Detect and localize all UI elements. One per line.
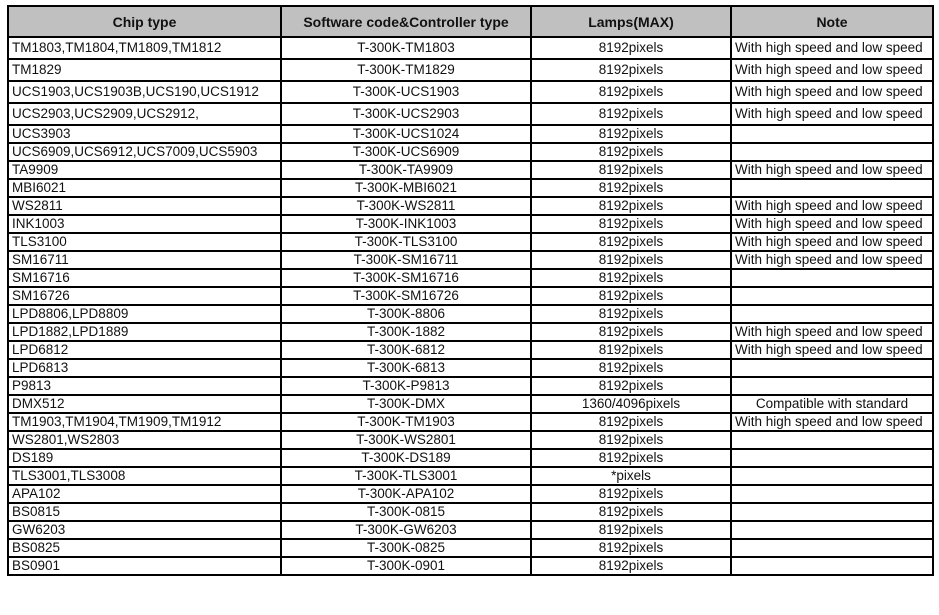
- software-code-cell: T-300K-1882: [281, 323, 531, 341]
- table-row: [8, 215, 933, 233]
- chip-type-cell: WS2811: [8, 197, 281, 215]
- chip-type-cell: P9813: [8, 377, 281, 395]
- table-row: [8, 359, 933, 377]
- table-row: [8, 467, 933, 485]
- software-code-cell: T-300K-MBI6021: [281, 179, 531, 197]
- software-code-cell: T-300K-0901: [281, 557, 531, 575]
- note-cell: [731, 557, 933, 575]
- note-cell: With high speed and low speed: [731, 251, 933, 269]
- chip-type-cell: SM16711: [8, 251, 281, 269]
- software-code-cell: T-300K-SM16726: [281, 287, 531, 305]
- table-row: [8, 287, 933, 305]
- lamps-max-cell: 8192pixels: [531, 431, 731, 449]
- software-code-cell: T-300K-GW6203: [281, 521, 531, 539]
- lamps-max-cell: 8192pixels: [531, 377, 731, 395]
- software-code-cell: T-300K-DS189: [281, 449, 531, 467]
- lamps-max-cell: 8192pixels: [531, 413, 731, 431]
- note-cell: With high speed and low speed: [731, 233, 933, 251]
- chip-type-cell: TLS3100: [8, 233, 281, 251]
- table-row: [8, 341, 933, 359]
- table-row: [8, 413, 933, 431]
- software-code-cell: T-300K-DMX: [281, 395, 531, 413]
- chip-type-cell: INK1003: [8, 215, 281, 233]
- lamps-max-cell: 8192pixels: [531, 503, 731, 521]
- software-code-cell: T-300K-WS2811: [281, 197, 531, 215]
- software-code-cell: T-300K-SM16716: [281, 269, 531, 287]
- software-code-cell: T-300K-TLS3100: [281, 233, 531, 251]
- note-cell: With high speed and low speed: [731, 161, 933, 179]
- lamps-max-cell: 8192pixels: [531, 215, 731, 233]
- software-code-cell: T-300K-TM1803: [281, 37, 531, 59]
- software-code-cell: T-300K-UCS1024: [281, 125, 531, 143]
- chip-type-cell: MBI6021: [8, 179, 281, 197]
- chip-type-cell: TM1829: [8, 59, 281, 81]
- chip-type-cell: SM16726: [8, 287, 281, 305]
- chip-type-cell: WS2801,WS2803: [8, 431, 281, 449]
- chip-type-cell: DMX512: [8, 395, 281, 413]
- header-chip-type: Chip type: [8, 6, 281, 37]
- lamps-max-cell: 8192pixels: [531, 521, 731, 539]
- software-code-cell: T-300K-SM16711: [281, 251, 531, 269]
- lamps-max-cell: 8192pixels: [531, 323, 731, 341]
- note-cell: [731, 143, 933, 161]
- lamps-max-cell: *pixels: [531, 467, 731, 485]
- chip-type-cell: LPD6813: [8, 359, 281, 377]
- software-code-cell: T-300K-8806: [281, 305, 531, 323]
- lamps-max-cell: 8192pixels: [531, 103, 731, 125]
- software-code-cell: T-300K-UCS2903: [281, 103, 531, 125]
- lamps-max-cell: 8192pixels: [531, 269, 731, 287]
- note-cell: [731, 503, 933, 521]
- chip-type-cell: GW6203: [8, 521, 281, 539]
- lamps-max-cell: 8192pixels: [531, 81, 731, 103]
- lamps-max-cell: 8192pixels: [531, 59, 731, 81]
- software-code-cell: T-300K-UCS6909: [281, 143, 531, 161]
- note-cell: With high speed and low speed: [731, 81, 933, 103]
- chip-type-cell: UCS1903,UCS1903B,UCS190,UCS1912: [8, 81, 281, 103]
- table-row: [8, 323, 933, 341]
- lamps-max-cell: 8192pixels: [531, 161, 731, 179]
- lamps-max-cell: 8192pixels: [531, 287, 731, 305]
- software-code-cell: T-300K-6813: [281, 359, 531, 377]
- lamps-max-cell: 8192pixels: [531, 125, 731, 143]
- table-row: [8, 377, 933, 395]
- lamps-max-cell: 8192pixels: [531, 485, 731, 503]
- table-row: [8, 485, 933, 503]
- chip-type-cell: BS0815: [8, 503, 281, 521]
- note-cell: With high speed and low speed: [731, 197, 933, 215]
- chip-type-cell: UCS2903,UCS2909,UCS2912,: [8, 103, 281, 125]
- chip-type-cell: BS0825: [8, 539, 281, 557]
- note-cell: [731, 377, 933, 395]
- note-cell: [731, 179, 933, 197]
- note-cell: With high speed and low speed: [731, 413, 933, 431]
- chip-support-table: [7, 5, 934, 576]
- table-row: [8, 179, 933, 197]
- table-row: [8, 503, 933, 521]
- chip-type-cell: LPD8806,LPD8809: [8, 305, 281, 323]
- note-cell: With high speed and low speed: [731, 323, 933, 341]
- table-row: [8, 449, 933, 467]
- lamps-max-cell: 8192pixels: [531, 557, 731, 575]
- note-cell: [731, 539, 933, 557]
- lamps-max-cell: 8192pixels: [531, 539, 731, 557]
- lamps-max-cell: 8192pixels: [531, 359, 731, 377]
- chip-type-cell: DS189: [8, 449, 281, 467]
- chip-support-table-container: [7, 5, 934, 576]
- header-lamps-max: Lamps(MAX): [531, 6, 731, 37]
- note-cell: [731, 305, 933, 323]
- software-code-cell: T-300K-TLS3001: [281, 467, 531, 485]
- table-row: [8, 103, 933, 125]
- lamps-max-cell: 8192pixels: [531, 197, 731, 215]
- table-header-row: [8, 6, 933, 37]
- lamps-max-cell: 8192pixels: [531, 179, 731, 197]
- chip-type-cell: TM1803,TM1804,TM1809,TM1812: [8, 37, 281, 59]
- table-row: [8, 521, 933, 539]
- note-cell: [731, 467, 933, 485]
- table-row: [8, 539, 933, 557]
- table-row: [8, 557, 933, 575]
- note-cell: With high speed and low speed: [731, 59, 933, 81]
- note-cell: With high speed and low speed: [731, 103, 933, 125]
- note-cell: [731, 431, 933, 449]
- table-row: [8, 395, 933, 413]
- note-cell: Compatible with standard: [731, 395, 933, 413]
- lamps-max-cell: 8192pixels: [531, 233, 731, 251]
- table-row: [8, 305, 933, 323]
- lamps-max-cell: 8192pixels: [531, 37, 731, 59]
- chip-type-cell: UCS3903: [8, 125, 281, 143]
- software-code-cell: T-300K-0815: [281, 503, 531, 521]
- note-cell: [731, 521, 933, 539]
- software-code-cell: T-300K-TA9909: [281, 161, 531, 179]
- software-code-cell: T-300K-TM1829: [281, 59, 531, 81]
- table-row: [8, 197, 933, 215]
- software-code-cell: T-300K-P9813: [281, 377, 531, 395]
- lamps-max-cell: 1360/4096pixels: [531, 395, 731, 413]
- table-row: [8, 59, 933, 81]
- table-row: [8, 269, 933, 287]
- chip-type-cell: BS0901: [8, 557, 281, 575]
- chip-type-cell: TA9909: [8, 161, 281, 179]
- table-row: [8, 37, 933, 59]
- chip-type-cell: TM1903,TM1904,TM1909,TM1912: [8, 413, 281, 431]
- software-code-cell: T-300K-UCS1903: [281, 81, 531, 103]
- software-code-cell: T-300K-INK1003: [281, 215, 531, 233]
- chip-type-cell: APA102: [8, 485, 281, 503]
- software-code-cell: T-300K-WS2801: [281, 431, 531, 449]
- chip-type-cell: LPD1882,LPD1889: [8, 323, 281, 341]
- table-row: [8, 143, 933, 161]
- note-cell: [731, 287, 933, 305]
- table-row: [8, 233, 933, 251]
- chip-type-cell: TLS3001,TLS3008: [8, 467, 281, 485]
- software-code-cell: T-300K-6812: [281, 341, 531, 359]
- chip-type-cell: LPD6812: [8, 341, 281, 359]
- software-code-cell: T-300K-TM1903: [281, 413, 531, 431]
- lamps-max-cell: 8192pixels: [531, 341, 731, 359]
- header-software-code: Software code&Controller type: [281, 6, 531, 37]
- chip-type-cell: SM16716: [8, 269, 281, 287]
- lamps-max-cell: 8192pixels: [531, 143, 731, 161]
- table-row: [8, 161, 933, 179]
- note-cell: With high speed and low speed: [731, 37, 933, 59]
- chip-type-cell: UCS6909,UCS6912,UCS7009,UCS5903: [8, 143, 281, 161]
- note-cell: [731, 485, 933, 503]
- note-cell: With high speed and low speed: [731, 341, 933, 359]
- header-note: Note: [731, 6, 933, 37]
- note-cell: [731, 359, 933, 377]
- table-row: [8, 251, 933, 269]
- note-cell: [731, 269, 933, 287]
- note-cell: With high speed and low speed: [731, 215, 933, 233]
- table-row: [8, 431, 933, 449]
- note-cell: [731, 125, 933, 143]
- lamps-max-cell: 8192pixels: [531, 449, 731, 467]
- lamps-max-cell: 8192pixels: [531, 251, 731, 269]
- software-code-cell: T-300K-0825: [281, 539, 531, 557]
- software-code-cell: T-300K-APA102: [281, 485, 531, 503]
- lamps-max-cell: 8192pixels: [531, 305, 731, 323]
- note-cell: [731, 449, 933, 467]
- table-row: [8, 81, 933, 103]
- table-row: [8, 125, 933, 143]
